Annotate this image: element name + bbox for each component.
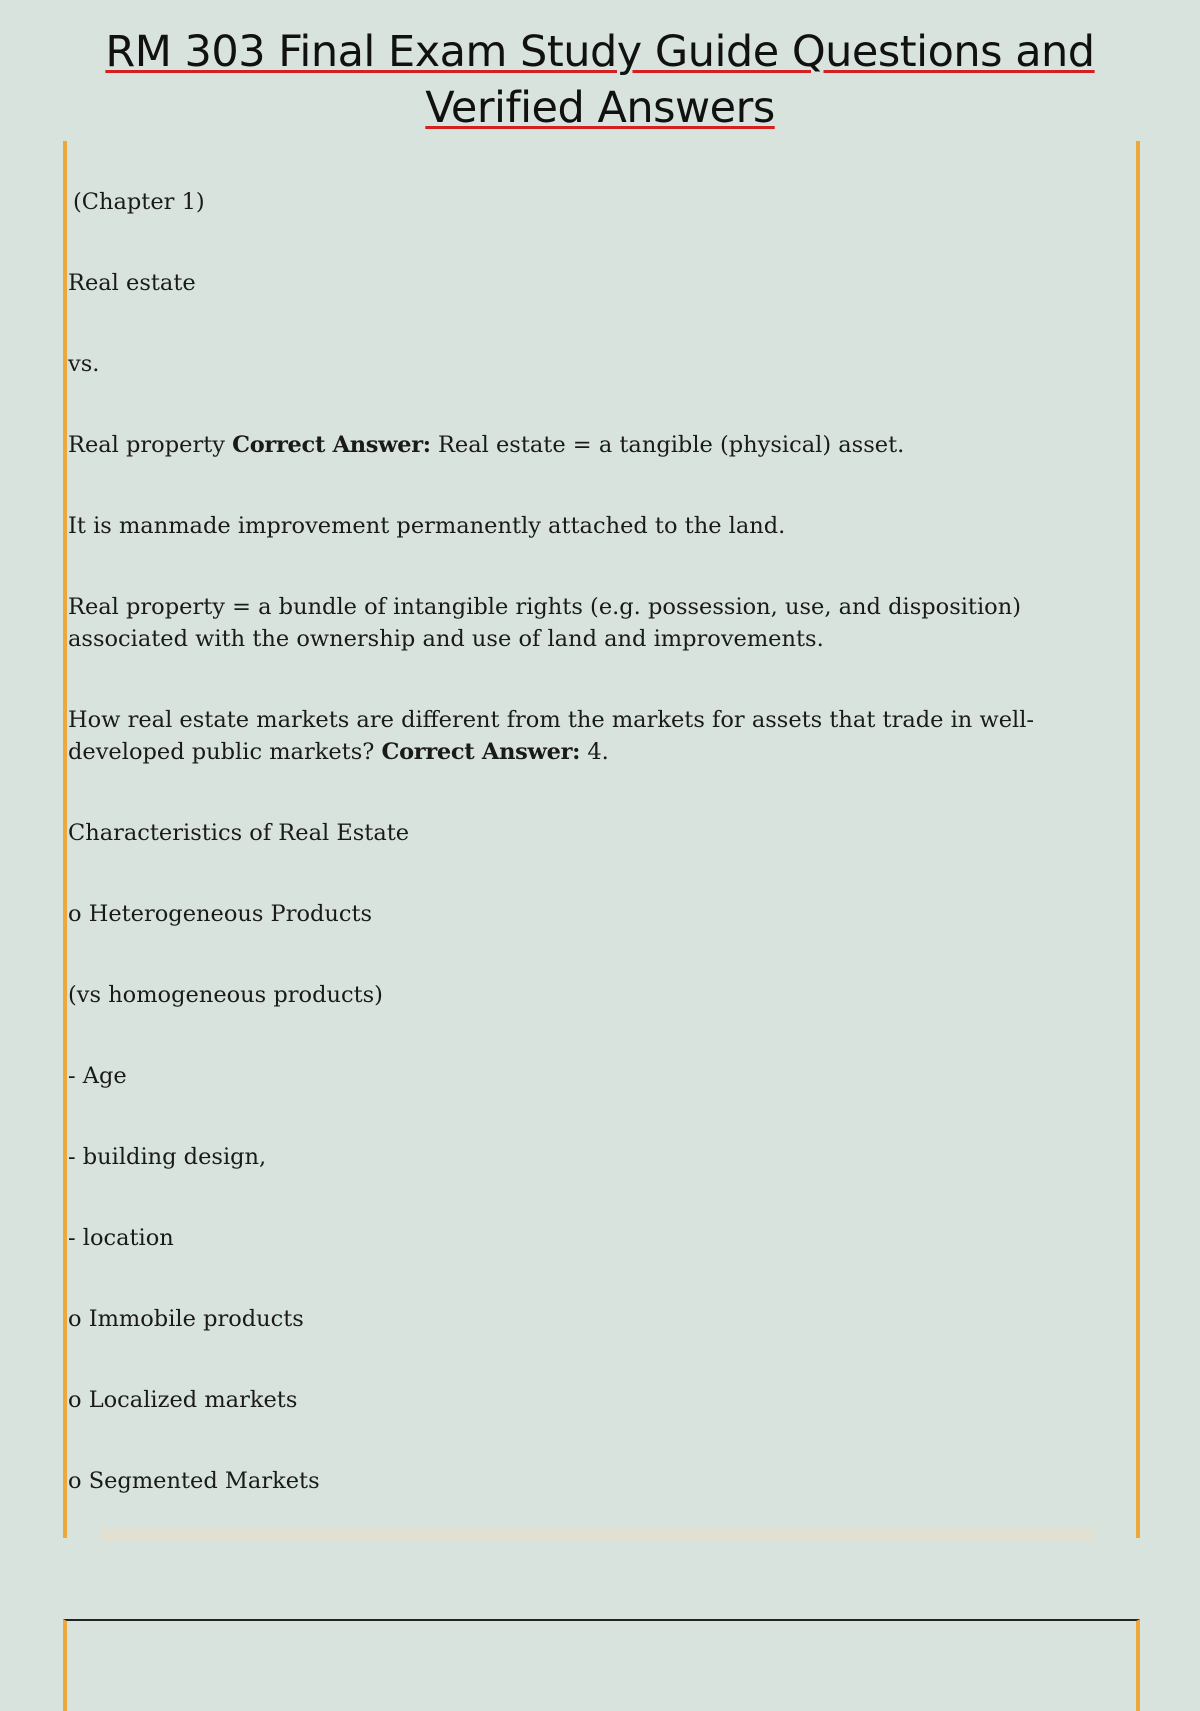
list-item-design: - building design, [68, 1144, 267, 1170]
answer-text: Real estate = a tangible (physical) asset. [430, 432, 905, 458]
list-item-segmented: o Segmented Markets [68, 1468, 320, 1494]
term-real-estate: Real estate [68, 270, 196, 296]
answer-text: 4. [580, 739, 609, 765]
correct-answer-label: Correct Answer: [381, 739, 581, 765]
question-text: How real estate markets are different from the markets for assets that trade in well-developed public markets? [68, 707, 1035, 765]
question-real-property [68, 429, 1098, 461]
document-title [0, 24, 1200, 136]
title-line-1: RM 303 Final Exam Study Guide Questions and [105, 27, 1095, 77]
document-body [68, 186, 1098, 1546]
next-page-frame [63, 1619, 1140, 1711]
list-item-location: - location [68, 1225, 174, 1251]
term-vs: vs. [68, 351, 100, 377]
list-item-immobile: o Immobile products [68, 1306, 304, 1332]
list-item-age: - Age [68, 1063, 127, 1089]
paragraph-manmade: It is manmade improvement permanently attached to the land. [68, 513, 786, 539]
title-line-2: Verified Answers [425, 83, 775, 133]
heading-characteristics: Characteristics of Real Estate [68, 820, 410, 846]
list-item-localized: o Localized markets [68, 1387, 298, 1413]
question-markets [68, 704, 1098, 768]
list-item-heterogeneous: o Heterogeneous Products [68, 901, 373, 927]
chapter-heading: (Chapter 1) [73, 189, 205, 215]
paragraph-bundle: Real property = a bundle of intangible rights (e.g. possession, use, and disposition) associated with the ownership and use of land and improvements. [68, 594, 1021, 652]
question-text: Real property [68, 432, 233, 458]
list-item-homogeneous: (vs homogeneous products) [68, 982, 383, 1008]
correct-answer-label: Correct Answer: [232, 432, 431, 458]
